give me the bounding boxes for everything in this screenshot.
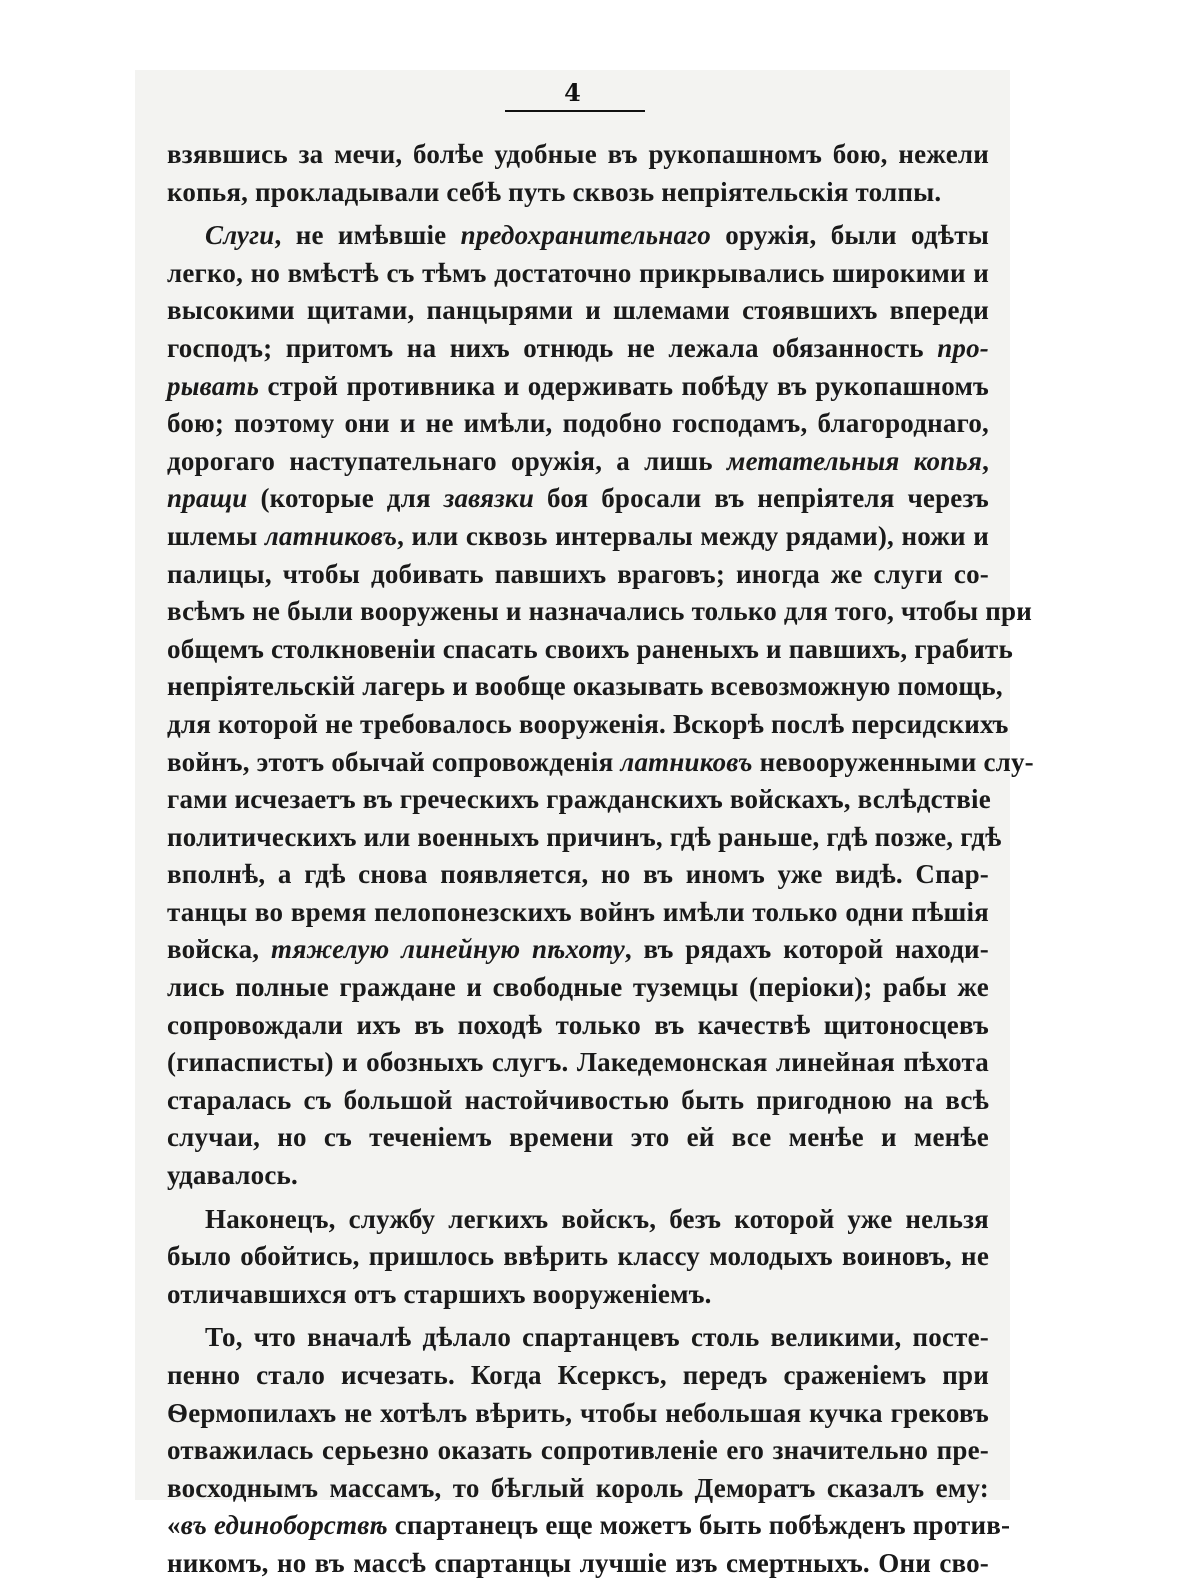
text-line: То, что вначалѣ дѣлало спартанцевъ столь великими, посте- bbox=[205, 1322, 989, 1353]
italic-phrase: рывать bbox=[167, 370, 260, 401]
italic-phrase: латниковъ bbox=[620, 746, 753, 777]
text-line: пенно стало исчезать. Когда Ксерксъ, передъ сраженіемъ при bbox=[167, 1360, 989, 1390]
text-line: легко, но вмѣстѣ съ тѣмъ достаточно прикрывались широкими и bbox=[167, 257, 989, 288]
text-line: удавалось. bbox=[167, 1160, 298, 1191]
text-line: вполнѣ, а гдѣ снова появляется, но въ иномъ уже видѣ. Спар- bbox=[167, 859, 989, 890]
italic-phrase: тяжелую линейную пѣхоту bbox=[270, 934, 625, 965]
text-line: непріятельскій лагерь и вообще оказывать всевозможную помощь, bbox=[167, 671, 1003, 702]
book-page bbox=[135, 70, 1034, 1578]
text-line: палицы, чтобы добивать павшихъ враговъ; иногда же слуги со- bbox=[167, 558, 989, 589]
text-line: высокими щитами, панцырями и шлемами стоявшихъ впереди bbox=[167, 295, 989, 326]
header-rule bbox=[505, 110, 645, 112]
text-line: лись полные граждане и свободные туземцы (періоки); рабы же bbox=[167, 972, 989, 1003]
text-line: общемъ столкновеніи спасать своихъ раненыхъ и павшихъ, грабить bbox=[167, 633, 1013, 664]
text-line: взявшись за мечи, болѣе удобные въ рукопашномъ бою, нежели bbox=[167, 139, 989, 169]
body-text bbox=[167, 136, 1034, 1583]
text-line: всѣмъ не были вооружены и назначались только для того, чтобы при bbox=[167, 596, 1032, 627]
text-line: «въ единоборствѣ спартанецъ еще можетъ быть побѣжденъ против- bbox=[167, 1510, 1011, 1541]
text-line: дорогаго наступательнаго оружія, а лишь метательныя копья, bbox=[167, 445, 990, 476]
text-line: шлемы латниковъ, или сквозь интервалы между рядами), ножи и bbox=[167, 520, 989, 551]
text-line: Наконецъ, службу легкихъ войскъ, безъ которой уже нельзя bbox=[205, 1203, 989, 1234]
text-line: копья, прокладывали себѣ путь сквозь непріятельскія толпы. bbox=[167, 176, 942, 207]
text-line: для которой не требовалось вооруженія. Вскорѣ послѣ персидскихъ bbox=[167, 708, 1009, 739]
italic-phrase: предохранительнаго bbox=[460, 220, 712, 251]
text-line: Ѳермопилахъ не хотѣлъ вѣрить, чтобы небольшая кучка грековъ bbox=[167, 1397, 989, 1428]
text-line: гами исчезаетъ въ греческихъ гражданскихъ войскахъ, вслѣдствіе bbox=[167, 784, 991, 815]
italic-phrase: въ единоборствѣ bbox=[180, 1510, 388, 1541]
page-number: 4 bbox=[564, 78, 581, 107]
text-line: сопровождали ихъ въ походѣ только въ качествѣ щитоносцевъ bbox=[167, 1009, 989, 1040]
text-line: господъ; притомъ на нихъ отнюдь не лежала обязанность про- bbox=[167, 332, 989, 363]
italic-phrase: метательныя копья bbox=[726, 445, 983, 476]
italic-phrase: Слуги bbox=[205, 220, 275, 251]
text-line: никомъ, но въ массѣ спартанцы лучшіе изъ смертныхъ. Они сво- bbox=[167, 1547, 989, 1578]
text-line: (гипасписты) и обозныхъ слугъ. Лакедемонская линейная пѣхота bbox=[167, 1047, 989, 1078]
italic-phrase: пращи bbox=[167, 483, 248, 514]
italic-phrase: латниковъ bbox=[264, 520, 398, 551]
text-line: случаи, но съ теченіемъ времени это ей все менѣе и менѣе bbox=[167, 1122, 989, 1153]
text-line: танцы во время пелопонезскихъ войнъ имѣли только одни пѣшія bbox=[167, 896, 989, 927]
text-line: Слуги, не имѣвшіе предохранительнаго оружія, были одѣты bbox=[205, 220, 989, 251]
italic-phrase: про- bbox=[937, 332, 989, 363]
text-line: войска, тяжелую линейную пѣхоту, въ рядахъ которой находи- bbox=[167, 934, 990, 965]
text-line: пращи (которые для завязки боя бросали въ непріятеля черезъ bbox=[167, 483, 989, 514]
text-line: восходнымъ массамъ, то бѣглый король Деморатъ сказалъ ему: bbox=[167, 1472, 989, 1503]
text-line: политическихъ или военныхъ причинъ, гдѣ раньше, гдѣ позже, гдѣ bbox=[167, 821, 1002, 852]
text-line: отличавшихся отъ старшихъ вооруженіемъ. bbox=[167, 1278, 712, 1309]
text-line: отважилась серьезно оказать сопротивленіе его значительно пре- bbox=[167, 1435, 989, 1466]
text-line: было обойтись, пришлось ввѣрить классу молодыхъ воиновъ, не bbox=[167, 1241, 989, 1272]
text-line: войнъ, этотъ обычай сопровожденія латниковъ невооруженными слу- bbox=[167, 746, 1034, 777]
text-line: рывать строй противника и одерживать побѣду въ рукопашномъ bbox=[167, 370, 989, 401]
text-line: старалась съ большой настойчивостью быть пригодною на всѣ bbox=[167, 1084, 989, 1115]
italic-phrase: завязки bbox=[443, 483, 535, 514]
text-line: бою; поэтому они и не имѣли, подобно господамъ, благороднаго, bbox=[167, 408, 989, 439]
